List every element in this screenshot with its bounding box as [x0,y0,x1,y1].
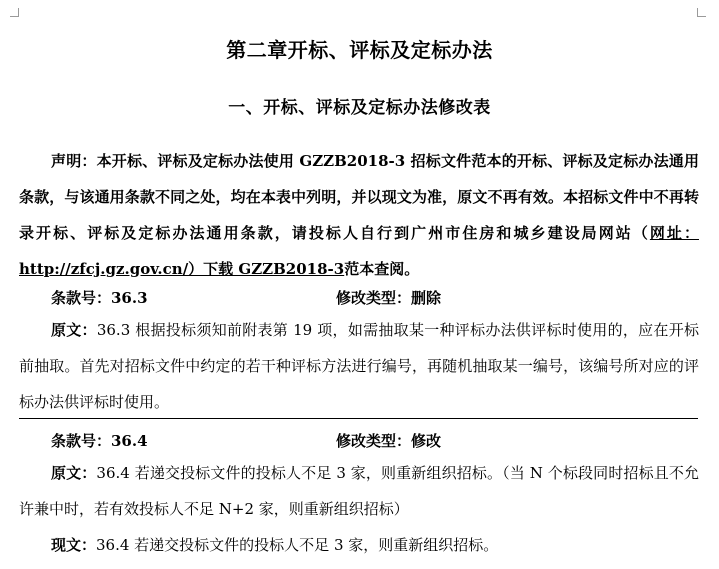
current-body: 36.4 若递交投标文件的投标人不足 3 家，则重新组织招标。 [96,536,499,554]
clause-original-text [19,455,699,527]
original-label: 原文： [51,321,97,339]
original-body: 36.3 根据投标须知前附表第 19 项，如需抽取某一种评标办法供评标时使用的，应在开标前抽取。首先对招标文件中约定的若干种评标方法进行编号，再随机抽取某一编号，该编号所对应的评标办法供评标时使用。 [19,321,699,411]
clause-header-36-3 [51,287,442,308]
table-divider [19,418,698,419]
statement-text: 声明：本开标、评标及定标办法使用 GZZB2018-3 招标文件范本的开标、评标及定标办法通用条款，与该通用条款不同之处，均在本表中列明，并以现文为准，原文不再有效。本招标文件中不再转录开标、评标及定标办法通用条款，请投标人自行到广州市住房和城乡建设局网站（ [19,152,699,242]
page-corner-mark-left [10,8,19,17]
modification-type: 修改类型：删除 [336,289,442,307]
page-corner-mark-right [697,8,706,17]
original-label: 原文： [51,464,97,482]
clause-number: 条款号：36.3 [51,289,148,307]
original-body: 36.4 若递交投标文件的投标人不足 3 家，则重新组织招标。（当 N 个标段同时招标且不允许兼中时，若有效投标人不足 N+2 家，则重新组织招标） [19,464,699,518]
clause-current-text [19,527,699,563]
statement-link[interactable]: 网址：http://zfcj.gz.gov.cn/）下载 GZZB2018-3 [19,224,699,278]
clause-number: 条款号：36.4 [51,432,148,450]
chapter-title: 第二章开标、评标及定标办法 [226,38,493,62]
statement-text-end: 范本查阅。 [344,260,420,278]
statement-paragraph [19,143,699,287]
clause-original-text [19,312,699,420]
section-title: 一、开标、评标及定标办法修改表 [228,98,491,118]
clause-header-36-4 [51,430,442,451]
current-label: 现文： [51,536,97,554]
modification-type: 修改类型：修改 [336,432,442,450]
